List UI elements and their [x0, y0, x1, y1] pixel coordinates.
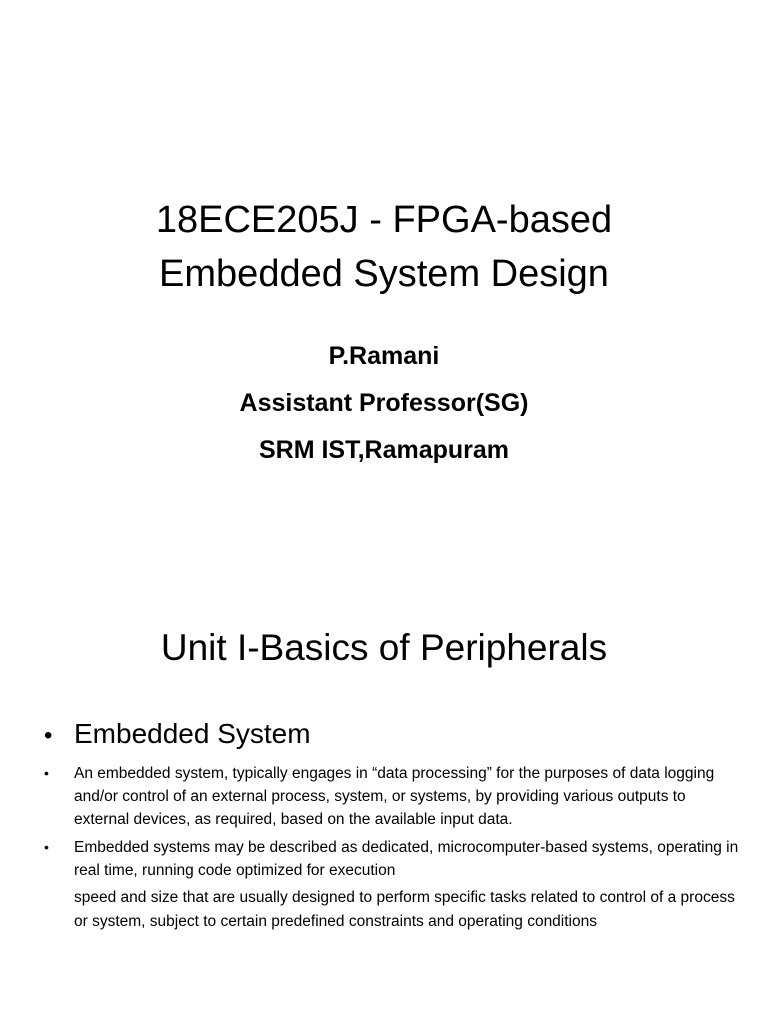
title-line-2: Embedded System Design — [159, 253, 609, 295]
author-name: P.Ramani — [328, 342, 440, 370]
bullet-point-text: An embedded system, typically engages in “data processing” for the purposes of data logging and/or control of an external process, system, or systems, by providing various outputs to external devices, as required, based on the available input data. — [74, 765, 715, 828]
slide-subtitle — [0, 333, 768, 474]
slide-content — [44, 714, 744, 934]
bullet-point-text: Embedded systems may be described as dedicated, microcomputer-based systems, operating in real time, running code optimized for execution — [74, 839, 739, 879]
bullet-icon: • — [44, 839, 49, 855]
author-position: Assistant Professor(SG) — [239, 389, 529, 417]
bullet-heading-text: Embedded System — [74, 718, 311, 749]
slide-title — [0, 193, 768, 301]
bullet-continuation: speed and size that are usually designed to perform specific tasks related to control of a process or system, subject to certain predefined constraints and operating conditions — [74, 889, 735, 930]
unit-title: Unit I-Basics of Peripherals — [160, 627, 608, 668]
bullet-icon: • — [44, 722, 53, 749]
bullet-point-2 — [44, 836, 744, 882]
bullet-icon: • — [44, 765, 49, 781]
content-slide — [0, 560, 768, 1024]
bullet-heading — [44, 714, 744, 756]
author-institution: SRM IST,Ramapuram — [258, 436, 510, 464]
title-line-1: 18ECE205J - FPGA-based — [155, 199, 613, 241]
bullet-point-1 — [44, 762, 744, 831]
